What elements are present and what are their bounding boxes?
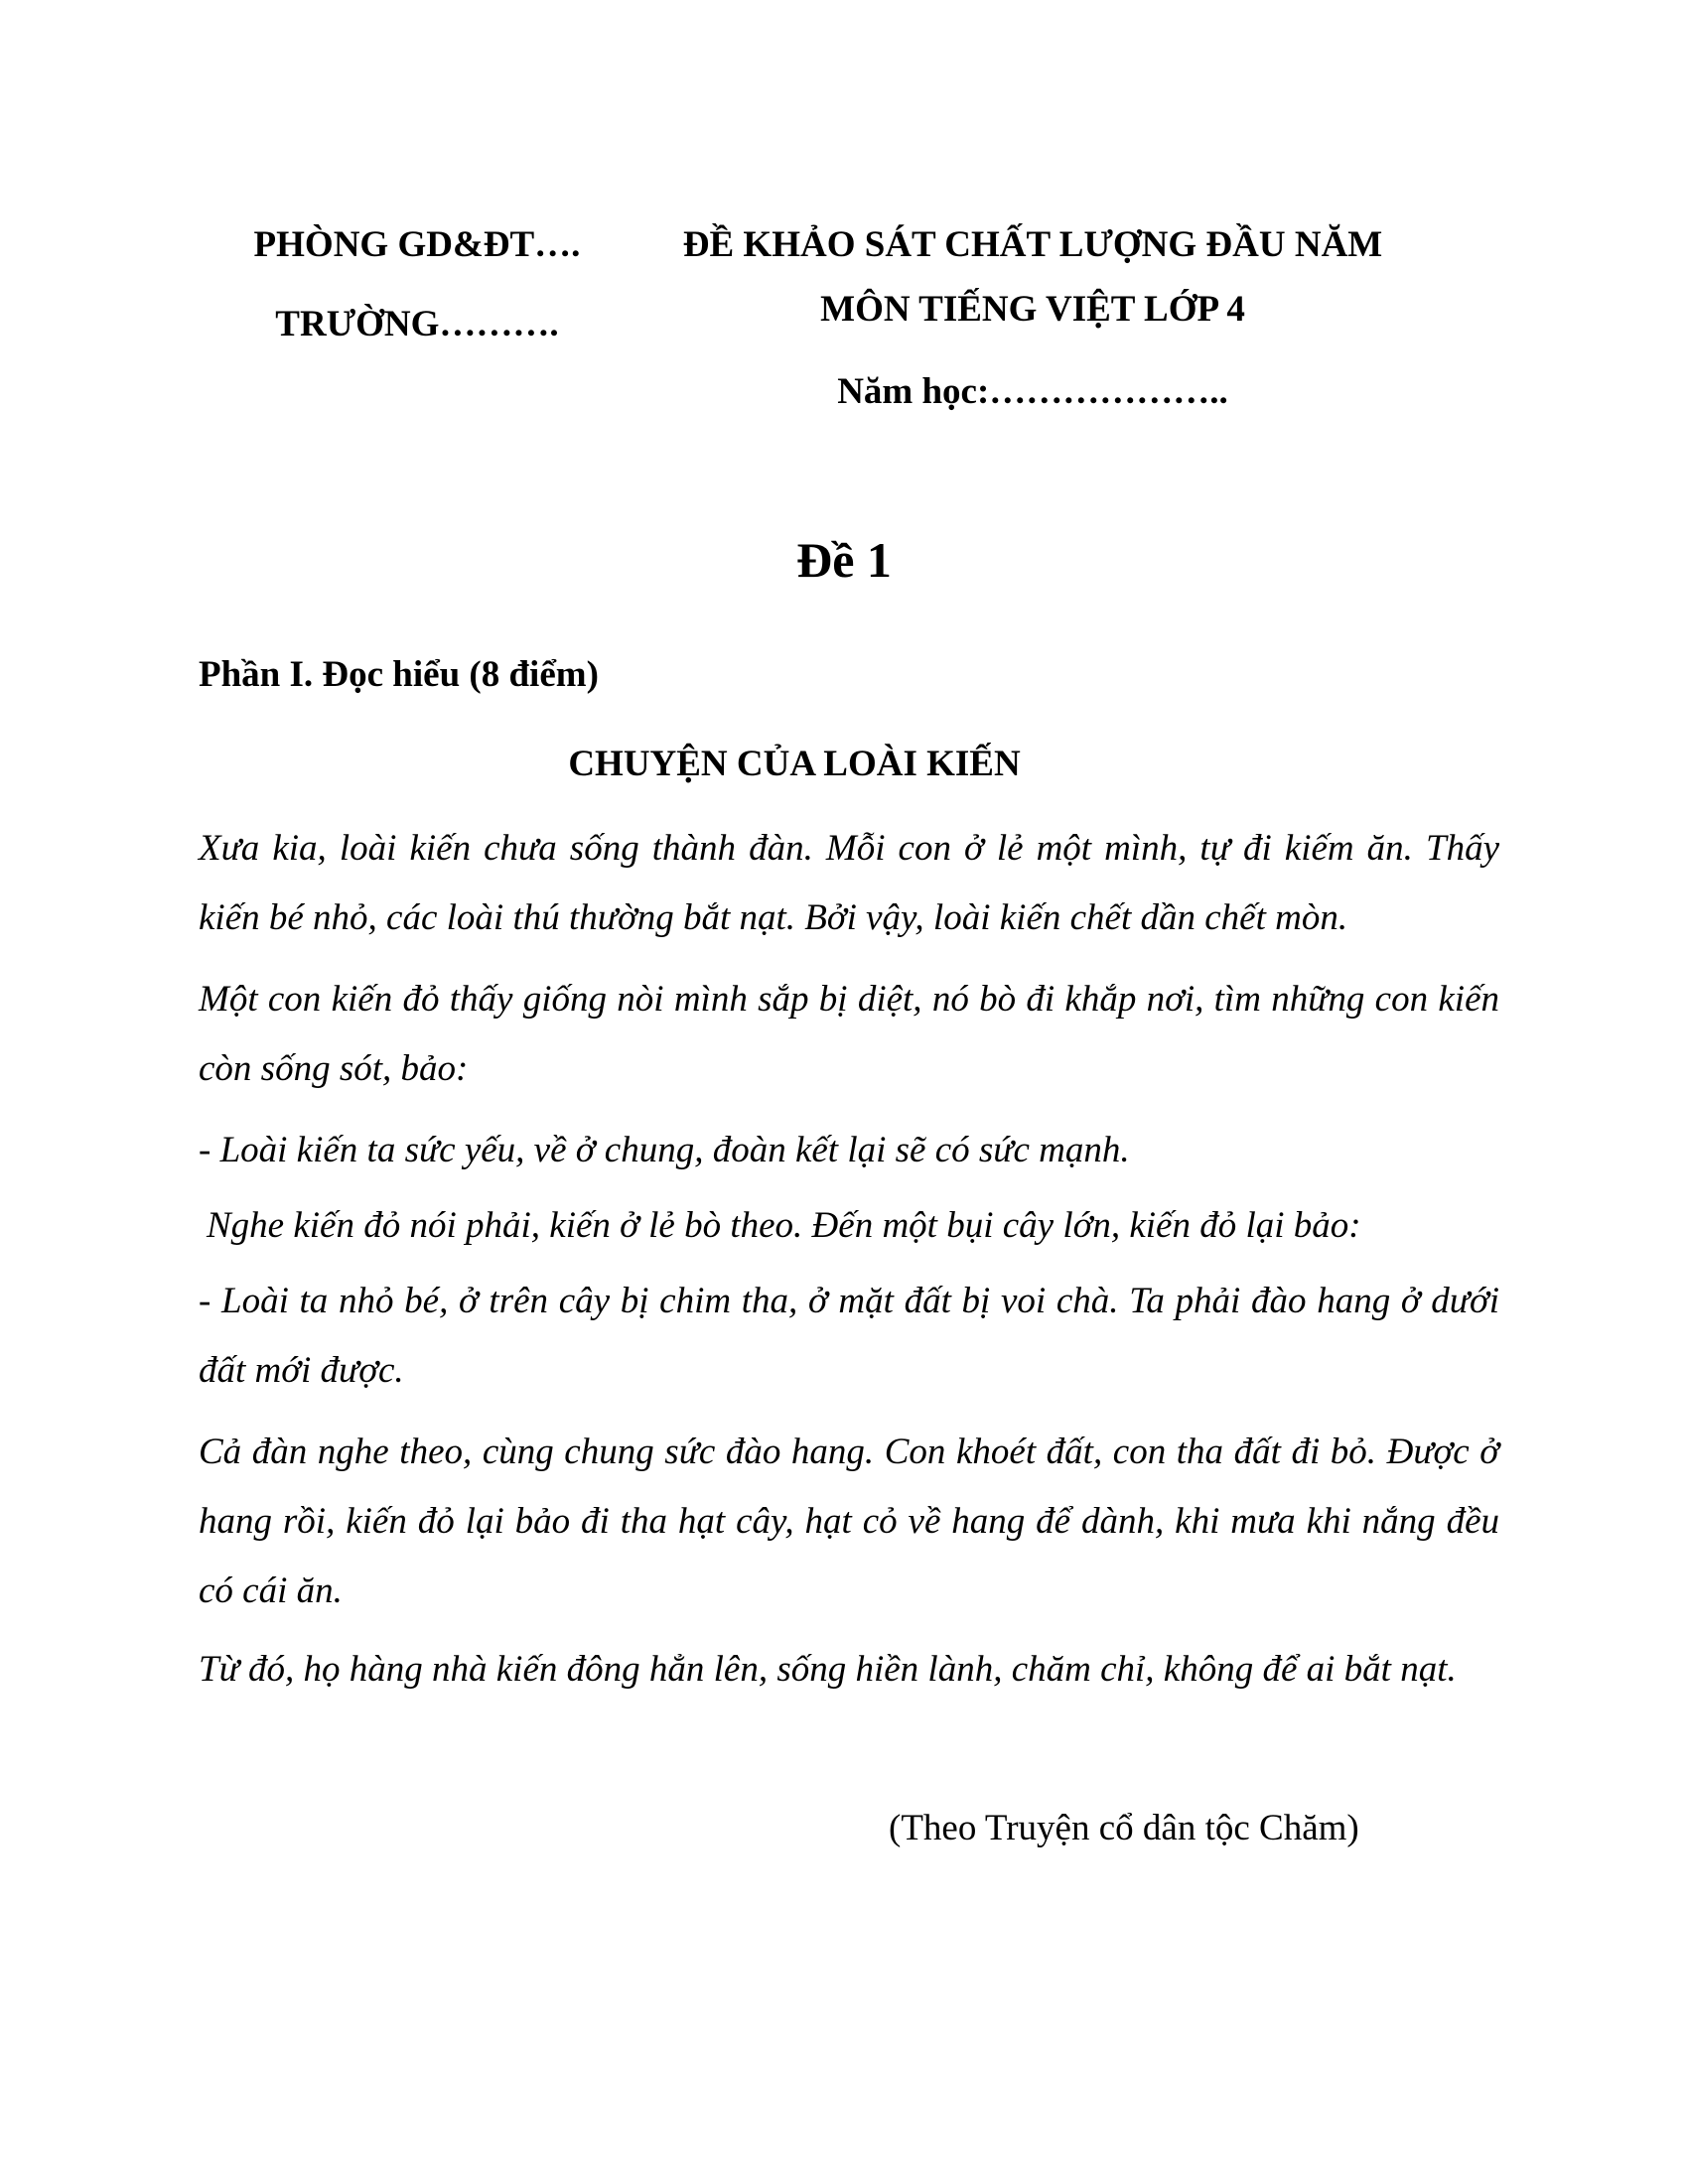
school-label: TRƯỜNG………. (275, 304, 559, 344)
story-paragraph: - Loài ta nhỏ bé, ở trên cây bị chim tha, ở mặt đất bị voi chà. Ta phải đào hang ở dưới đất mới được. (199, 1281, 1499, 1391)
story-paragraph: - Loài kiến ta sức yếu, về ở chung, đoàn kết lại sẽ có sức mạnh. (199, 1130, 1130, 1170)
story-paragraph: Xưa kia, loài kiến chưa sống thành đàn. Mỗi con ở lẻ một mình, tự đi kiếm ăn. Thấy kiến bé nhỏ, các loài thú thường bắt nạt. Bởi vậy, loài kiến chết dần chết mòn. (199, 828, 1499, 938)
subject-heading: MÔN TIẾNG VIỆT LỚP 4 (820, 289, 1245, 330)
department-label: PHÒNG GD&ĐT…. (253, 224, 581, 265)
exam-heading: ĐỀ KHẢO SÁT CHẤT LƯỢNG ĐẦU NĂM (682, 224, 1383, 265)
story-paragraph: Cả đàn nghe theo, cùng chung sức đào hang. Con khoét đất, con tha đất đi bỏ. Được ở hang rồi, kiến đỏ lại bảo đi tha hạt cây, hạt cỏ về hang để dành, khi mưa khi nắng đều có cái ăn. (199, 1432, 1499, 1611)
section-heading: Phần I. Đọc hiểu (8 điểm) (199, 654, 599, 695)
story-paragraph: Từ đó, họ hàng nhà kiến đông hẳn lên, sống hiền lành, chăm chỉ, không để ai bắt nạt. (199, 1649, 1457, 1690)
story-paragraph: Nghe kiến đỏ nói phải, kiến ở lẻ bò theo. Đến một bụi cây lớn, kiến đỏ lại bảo: (207, 1205, 1361, 1246)
story-title: CHUYỆN CỦA LOÀI KIẾN (568, 744, 1021, 784)
story-source: (Theo Truyện cổ dân tộc Chăm) (889, 1808, 1359, 1848)
story-paragraph: Một con kiến đỏ thấy giống nòi mình sắp bị diệt, nó bò đi khắp nơi, tìm những con kiến còn sống sót, bảo: (199, 979, 1499, 1089)
school-year-label: Năm học:……………….. (837, 371, 1228, 412)
exam-title: Đề 1 (796, 532, 892, 588)
